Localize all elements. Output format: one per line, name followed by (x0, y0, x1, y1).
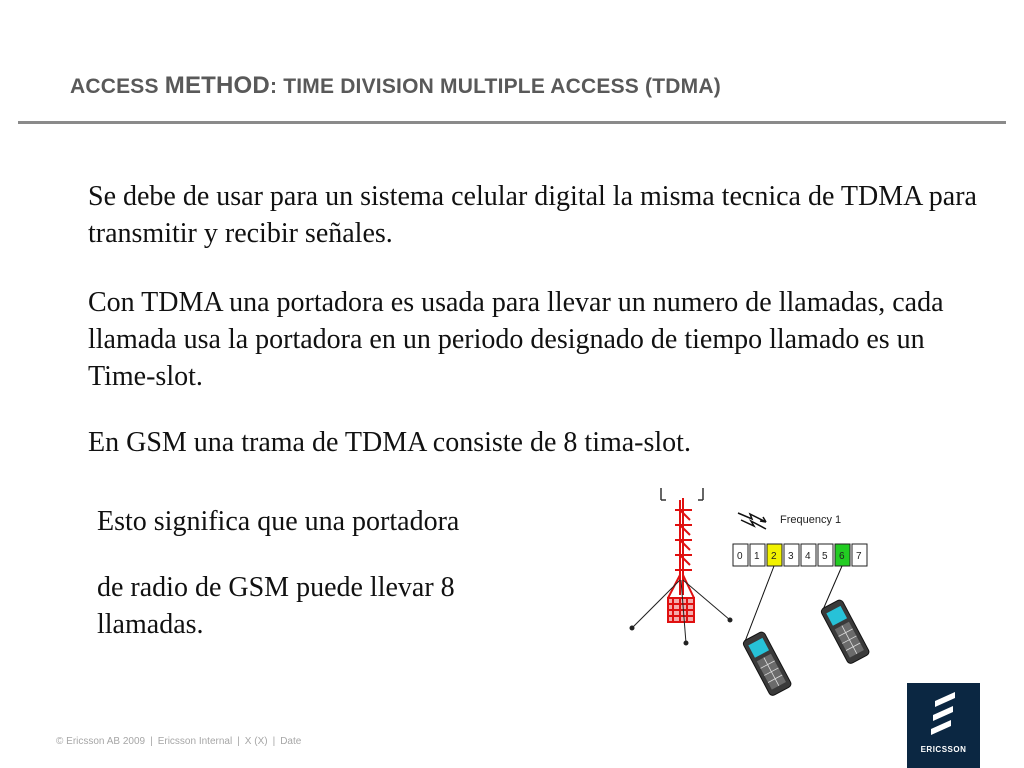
title-part-access: ACCESS (70, 75, 165, 98)
radio-tower-icon (661, 488, 703, 622)
slide-title (70, 72, 721, 100)
title-part-method: METHOD (164, 72, 270, 99)
title-divider (18, 121, 1006, 124)
time-slot-label: 3 (788, 551, 794, 562)
tdma-diagram (620, 480, 890, 710)
mobile-phone-icon (820, 599, 870, 665)
time-slot-label: 7 (856, 551, 862, 562)
ericsson-mark-icon (907, 683, 980, 743)
footer-classification: Ericsson Internal (157, 736, 233, 747)
body-paragraph-5: de radio de GSM puede llevar 8 llamadas. (97, 572, 455, 640)
slide-footer (56, 736, 301, 747)
time-slot-label: 5 (822, 551, 828, 562)
time-slot-label: 0 (737, 551, 743, 562)
time-slot-label: 4 (805, 551, 811, 562)
radio-waves-icon (738, 513, 766, 529)
time-slot-label: 2 (771, 551, 777, 562)
footer-revision: X (X) (244, 736, 268, 747)
time-slot-label: 1 (754, 551, 760, 562)
frequency-label: Frequency 1 (780, 514, 842, 526)
footer-separator: | (272, 736, 276, 747)
mobile-phone-icon (742, 631, 792, 697)
time-slot-label: 6 (839, 551, 845, 562)
body-paragraph-2: Con TDMA una portadora es usada para llevar un numero de llamadas, cada llamada usa la portadora en un periodo designado de tiempo llamado es un Time-slot. (88, 287, 944, 392)
footer-date: Date (280, 736, 302, 747)
body-paragraph-3: En GSM una trama de TDMA consiste de 8 tima-slot. (88, 427, 691, 458)
title-part-tdma: : TIME DIVISION MULTIPLE ACCESS (TDMA) (269, 75, 721, 98)
body-paragraph-1: Se debe de usar para un sistema celular digital la misma tecnica de TDMA para transmitir y recibir señales. (88, 181, 977, 249)
body-paragraph-4: Esto significa que una portadora (97, 506, 460, 537)
slot-2-link (744, 566, 774, 644)
logo-wordmark: ERICSSON (920, 745, 967, 754)
footer-separator: | (150, 736, 153, 747)
footer-copyright: © Ericsson AB 2009 (56, 736, 146, 747)
tdma-frame (733, 544, 867, 566)
footer-separator: | (237, 736, 240, 747)
ericsson-logo (907, 683, 980, 768)
